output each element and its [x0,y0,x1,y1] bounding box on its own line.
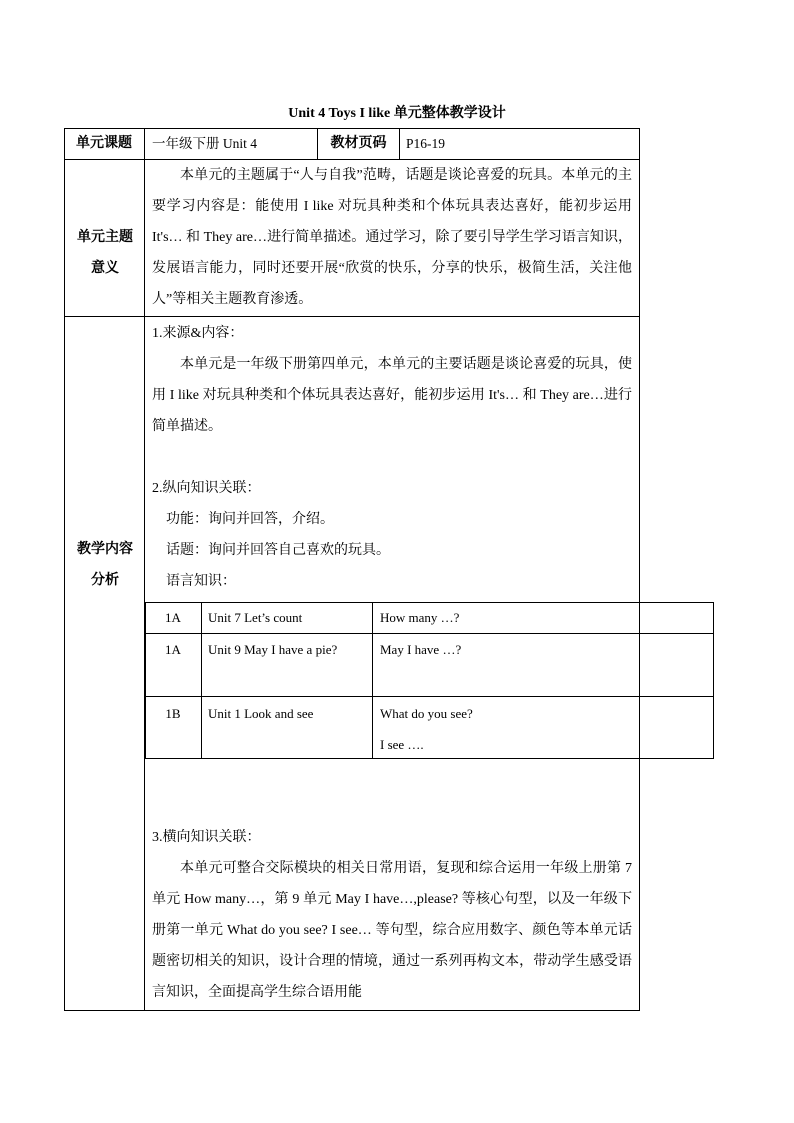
theme-label-line2: 意义 [91,261,119,276]
section-3-heading: 3.横向知识关联： [152,830,261,845]
section-2-heading: 2.纵向知识关联： [152,481,261,496]
analysis-label-line2: 分析 [91,573,119,588]
section-1-heading: 1.来源&内容： [152,326,244,341]
table-row-1-grade: 1A [165,610,181,625]
knowledge-row-divider [145,696,714,697]
analysis-label-line1: 教学内容 [77,542,133,557]
textbook-pages-value: P16-19 [406,136,446,151]
knowledge-col-divider [201,602,202,759]
table-row-2-language: May I have …? [380,642,462,657]
knowledge-table [145,602,714,759]
topic-line: 话题：询问并回答自己喜欢的玩具。 [166,543,390,558]
section-1-block [152,349,632,442]
table-row-3-language-2: I see …. [380,737,424,752]
section-3-text: 本单元可整合交际模块的相关日常用语，复现和综合运用一年级上册第 7 单元 How many…，第 9 单元 May I have…,please? 等核心句型，以及一年级下册第一单元 What do you see? I see… 等句型，综合应用数字、颜色等本单元话题密切相关的知识，设计合理的情境，通过一系列再构文本，带动学生感受语言知识，全面提高学生综合语用能 [152,861,632,1000]
language-knowledge-line: 语言知识： [166,574,236,589]
knowledge-col-divider [372,602,373,759]
unit-topic-value: 一年级下册 Unit 4 [152,136,258,151]
table-row-2-grade: 1A [165,642,181,657]
table-row-3-language-1: What do you see? [380,706,473,721]
theme-text: 本单元的主题属于“人与自我”范畴，话题是谈论喜爱的玩具。本单元的主要学习内容是：能使用 I like 对玩具种类和个体玩具表达喜好，能初步运用 It's… 和 They are…进行简单描述。通过学习，除了要引导学生学习语言知识，发展语言能力，同时还要开展“欣赏的快乐，分享的快乐，极简生活，关注他人”等相关主题教育渗透。 [152,168,632,307]
analysis-label [65,534,145,596]
header-divider [399,128,400,159]
table-row-3-grade: 1B [165,706,181,721]
unit-topic-label: 单元课题 [76,136,132,151]
table-row-1-unit: Unit 7 Let’s count [208,610,303,625]
table-row-3-unit: Unit 1 Look and see [208,706,314,721]
theme-label-line1: 单元主题 [77,230,133,245]
knowledge-col-divider [639,602,640,759]
function-line: 功能：询问并回答，介绍。 [166,512,334,527]
theme-label [65,222,145,284]
row-divider [64,316,640,317]
section-3-block [152,853,632,1009]
textbook-pages-label: 教材页码 [330,136,387,151]
section-1-text: 本单元是一年级下册第四单元，本单元的主要话题是谈论喜爱的玩具，使用 I like 对玩具种类和个体玩具表达喜好，能初步运用 It's… 和 They are…进行简单描述。 [152,357,632,434]
table-row-1-language: How many …? [380,610,460,625]
document-title: Unit 4 Toys I like 单元整体教学设计 [288,106,506,121]
theme-text-block [152,160,632,315]
table-row-2-unit: Unit 9 May I have a pie? [208,642,338,657]
